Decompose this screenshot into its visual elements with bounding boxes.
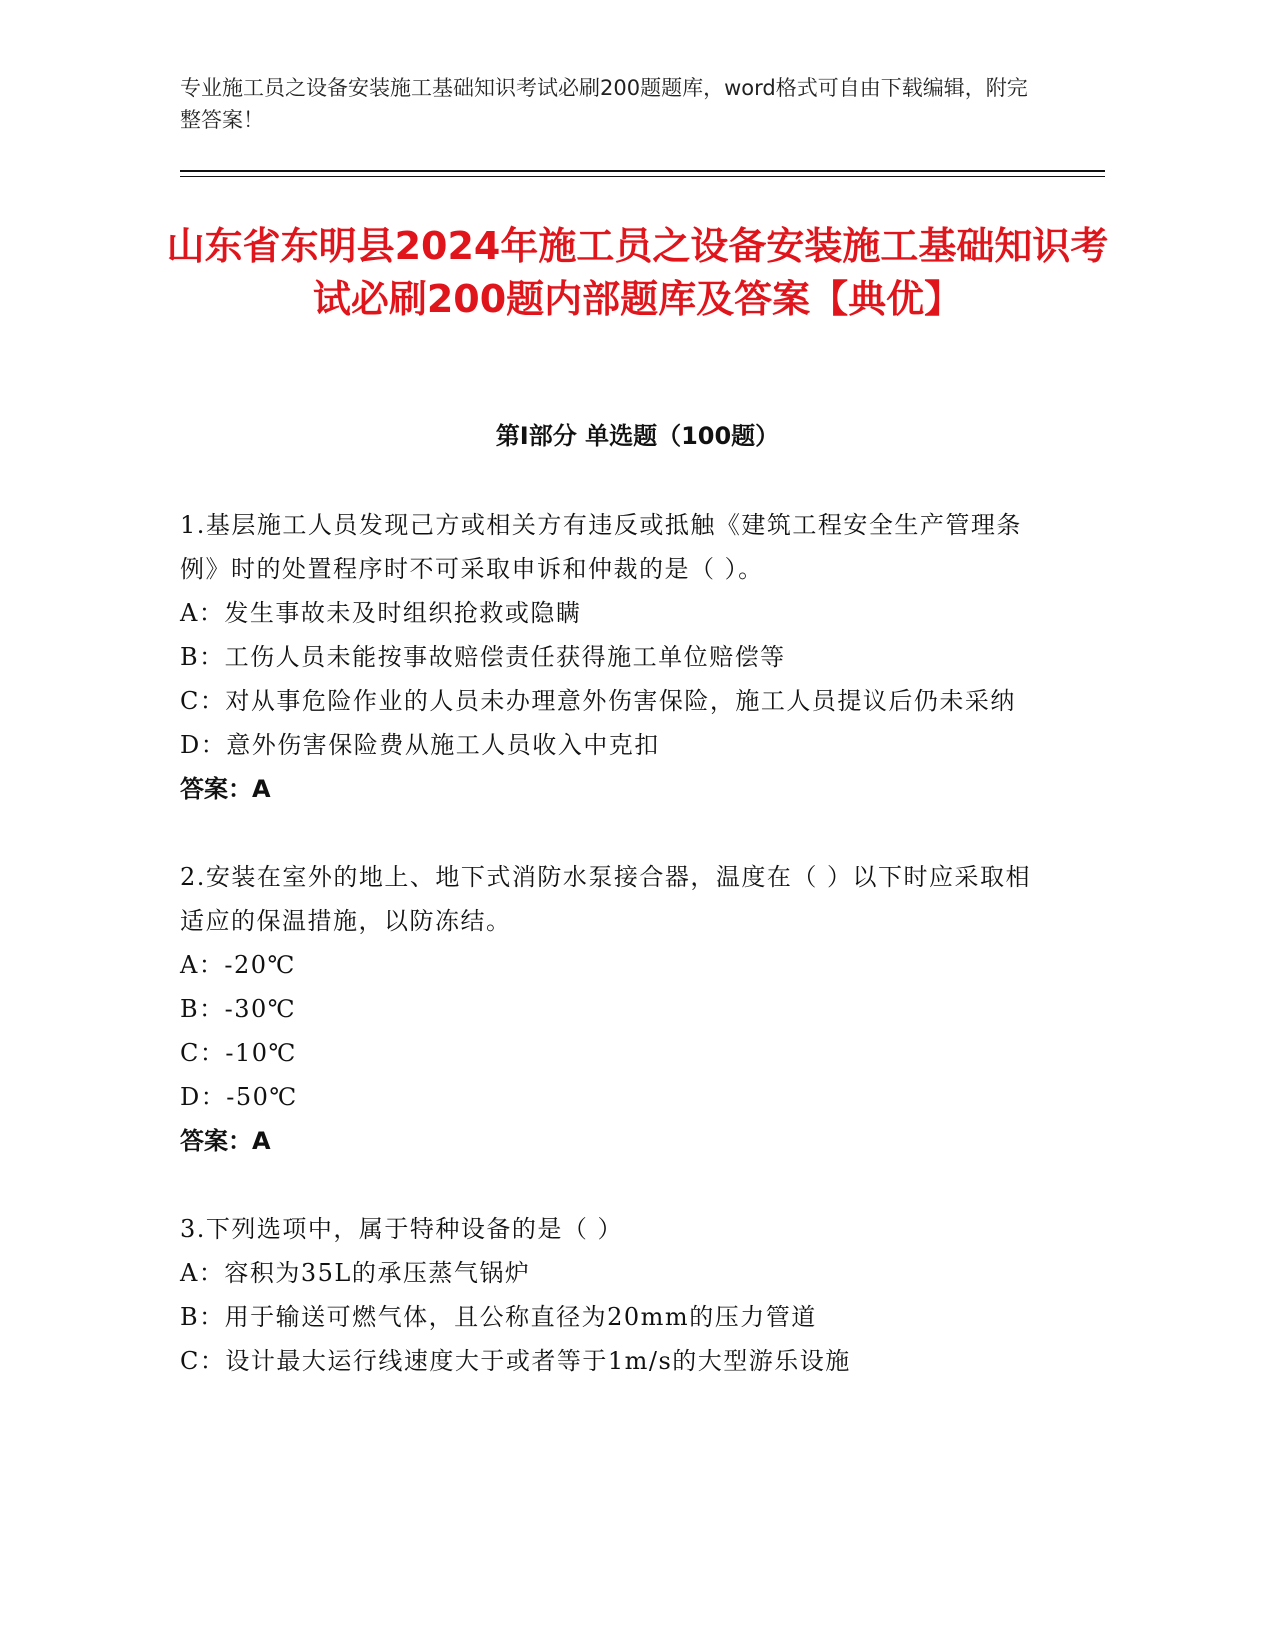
- answer-value: A: [252, 775, 271, 803]
- document-title: 山东省东明县2024年施工员之设备安装施工基础知识考试必刷200题内部题库及答案【典优】: [166, 224, 1109, 321]
- option-text: 容积为35L的承压蒸气锅炉: [224, 1259, 531, 1287]
- option-text: 用于输送可燃气体，且公称直径为20mm的压力管道: [224, 1303, 817, 1331]
- question-stem: 2.安装在室外的地上、地下式消防水泵接合器，温度在（ ）以下时应采取相适应的保温措施，以防冻结。: [180, 863, 1032, 935]
- option-key: A：: [180, 599, 225, 627]
- answer-label: 答案：: [180, 1127, 252, 1155]
- question-stem: 1.基层施工人员发现己方或相关方有违反或抵触《建筑工程安全生产管理条例》时的处置程序时不可采取申诉和仲裁的是（ ）。: [180, 511, 1022, 583]
- header-note: 专业施工员之设备安装施工基础知识考试必刷200题题库，word格式可自由下载编辑，附完整答案！: [180, 76, 1028, 132]
- option-b: [180, 987, 1040, 1031]
- option-text: 发生事故未及时组织抢救或隐瞒: [224, 599, 582, 627]
- option-key: C：: [180, 1039, 226, 1067]
- option-key: B：: [180, 995, 225, 1023]
- option-text: -10℃: [225, 1039, 297, 1067]
- option-text: 对从事危险作业的人员未办理意外伤害保险，施工人员提议后仍未采纳: [225, 687, 1016, 715]
- header-rule-thick: [180, 170, 1105, 172]
- option-text: -30℃: [224, 995, 297, 1023]
- option-a: [180, 1251, 1040, 1295]
- option-c: [180, 1339, 1040, 1383]
- option-key: D：: [180, 1083, 227, 1111]
- option-d: [180, 723, 1040, 767]
- option-key: B：: [180, 643, 225, 671]
- answer-value: A: [252, 1127, 271, 1155]
- option-key: C：: [180, 687, 226, 715]
- option-text: 意外伤害保险费从施工人员收入中克扣: [226, 731, 660, 759]
- question-stem: 3.下列选项中，属于特种设备的是（ ）: [180, 1215, 624, 1243]
- option-a: [180, 943, 1040, 987]
- option-key: D：: [180, 731, 227, 759]
- option-b: [180, 635, 1040, 679]
- header-rule-thin: [180, 176, 1105, 177]
- option-key: B：: [180, 1303, 225, 1331]
- question-item: [180, 1207, 1040, 1383]
- option-d: [180, 1075, 1040, 1119]
- option-c: [180, 1031, 1040, 1075]
- answer-label: 答案：: [180, 775, 252, 803]
- question-list: [180, 503, 1040, 1427]
- question-item: [180, 855, 1040, 1163]
- option-key: A：: [180, 951, 225, 979]
- question-item: [180, 503, 1040, 811]
- option-text: -20℃: [224, 951, 296, 979]
- option-key: A：: [180, 1259, 225, 1287]
- option-c: [180, 679, 1040, 723]
- option-text: 设计最大运行线速度大于或者等于1m/s的大型游乐设施: [225, 1347, 851, 1375]
- section-heading: 第Ⅰ部分 单选题（100题）: [495, 422, 780, 450]
- option-text: -50℃: [226, 1083, 298, 1111]
- answer-line: [180, 1119, 1040, 1163]
- answer-line: [180, 767, 1040, 811]
- option-b: [180, 1295, 1040, 1339]
- option-text: 工伤人员未能按事故赔偿责任获得施工单位赔偿等: [224, 643, 786, 671]
- option-key: C：: [180, 1347, 226, 1375]
- option-a: [180, 591, 1040, 635]
